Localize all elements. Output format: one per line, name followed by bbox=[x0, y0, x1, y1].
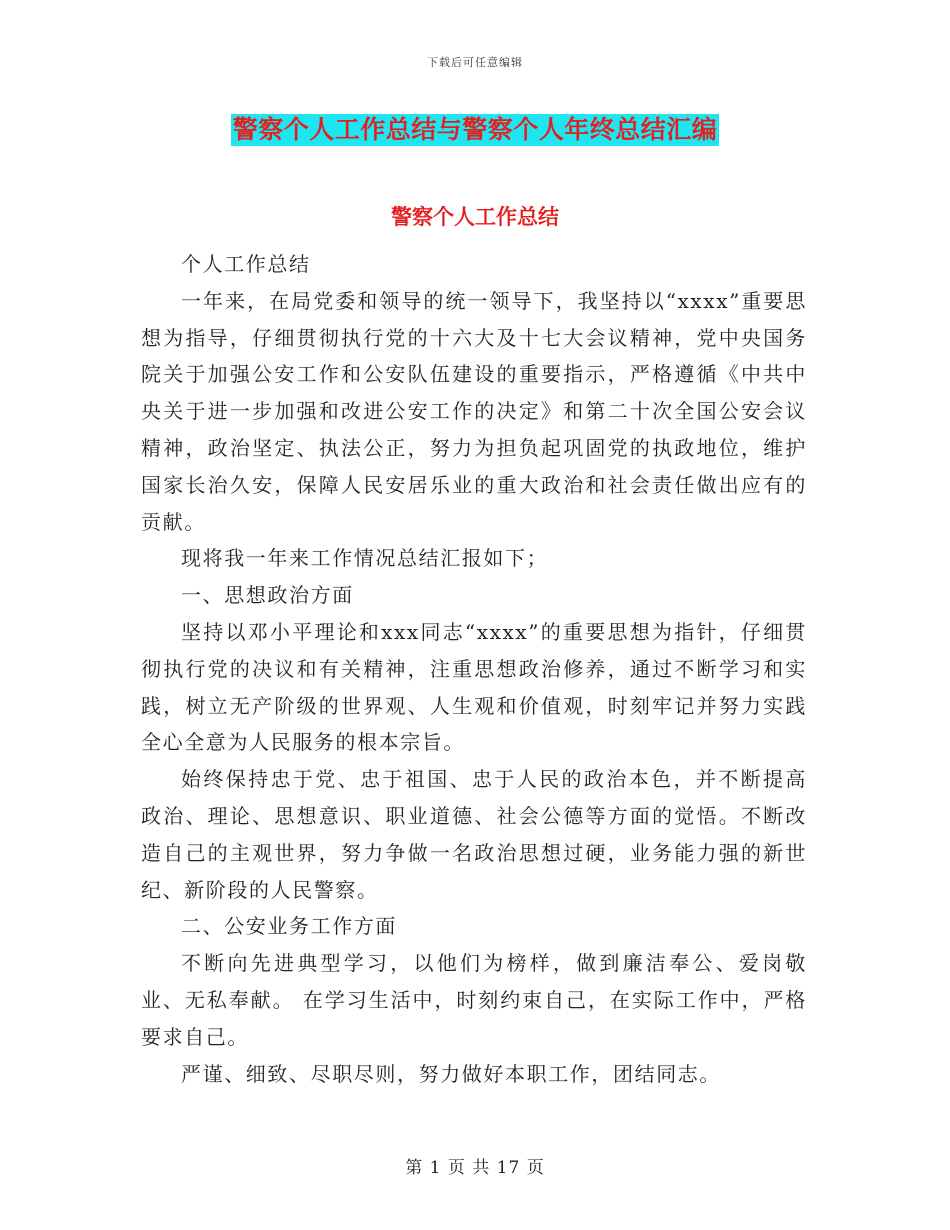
paragraph: 坚持以邓小平理论和xxx同志“xxxx”的重要思想为指针，仔细贯彻执行党的决议和有关精神，注重思想政治修养，通过不断学习和实践，树立无产阶级的世界观、人生观和价值观，时刻牢记并努力实践全心全意为人民服务的根本宗旨。 bbox=[141, 619, 807, 755]
paragraph: 始终保持忠于党、忠于祖国、忠于人民的政治本色，并不断提高政治、理论、思想意识、职业道德、社会公德等方面的觉悟。不断改造自己的主观世界，努力争做一名政治思想过硬，业务能力强的新世纪、新阶段的人民警察。 bbox=[141, 767, 807, 902]
page-number-footer: 第 1 页 共 17 页 bbox=[405, 1158, 545, 1178]
section-heading: 一、思想政治方面 bbox=[181, 583, 354, 608]
paragraph: 严谨、细致、尽职尽则，努力做好本职工作，团结同志。 bbox=[181, 1061, 721, 1086]
paragraph: 现将我一年来工作情况总结汇报如下； bbox=[181, 546, 549, 571]
paragraph: 不断向先进典型学习，以他们为榜样，做到廉洁奉公、爱岗敬业、无私奉献。 在学习生活中，时刻约束自己，在实际工作中，严格要求自己。 bbox=[141, 951, 807, 1049]
body-text bbox=[141, 246, 807, 1092]
header-note: 下载后可任意编辑 bbox=[427, 56, 523, 69]
paragraph: 个人工作总结 bbox=[181, 252, 311, 276]
main-title: 警察个人工作总结与警察个人年终总结汇编 bbox=[232, 115, 718, 144]
section-heading: 二、公安业务工作方面 bbox=[181, 914, 397, 939]
paragraph: 一年来，在局党委和领导的统一领导下，我坚持以“xxxx”重要思想为指导，仔细贯彻执行党的十六大及十七大会议精神，党中央国务院关于加强公安工作和公安队伍建设的重要指示，严格遵循《中共中央关于进一步加强和改进公安工作的决定》和第二十次全国公安会议精神，政治坚定、执法公正，努力为担负起巩固党的执政地位，维护国家长治久安，保障人民安居乐业的重大政治和社会责任做出应有的贡献。 bbox=[141, 288, 807, 534]
sub-title: 警察个人工作总结 bbox=[391, 205, 559, 229]
main-title-container bbox=[0, 114, 950, 146]
